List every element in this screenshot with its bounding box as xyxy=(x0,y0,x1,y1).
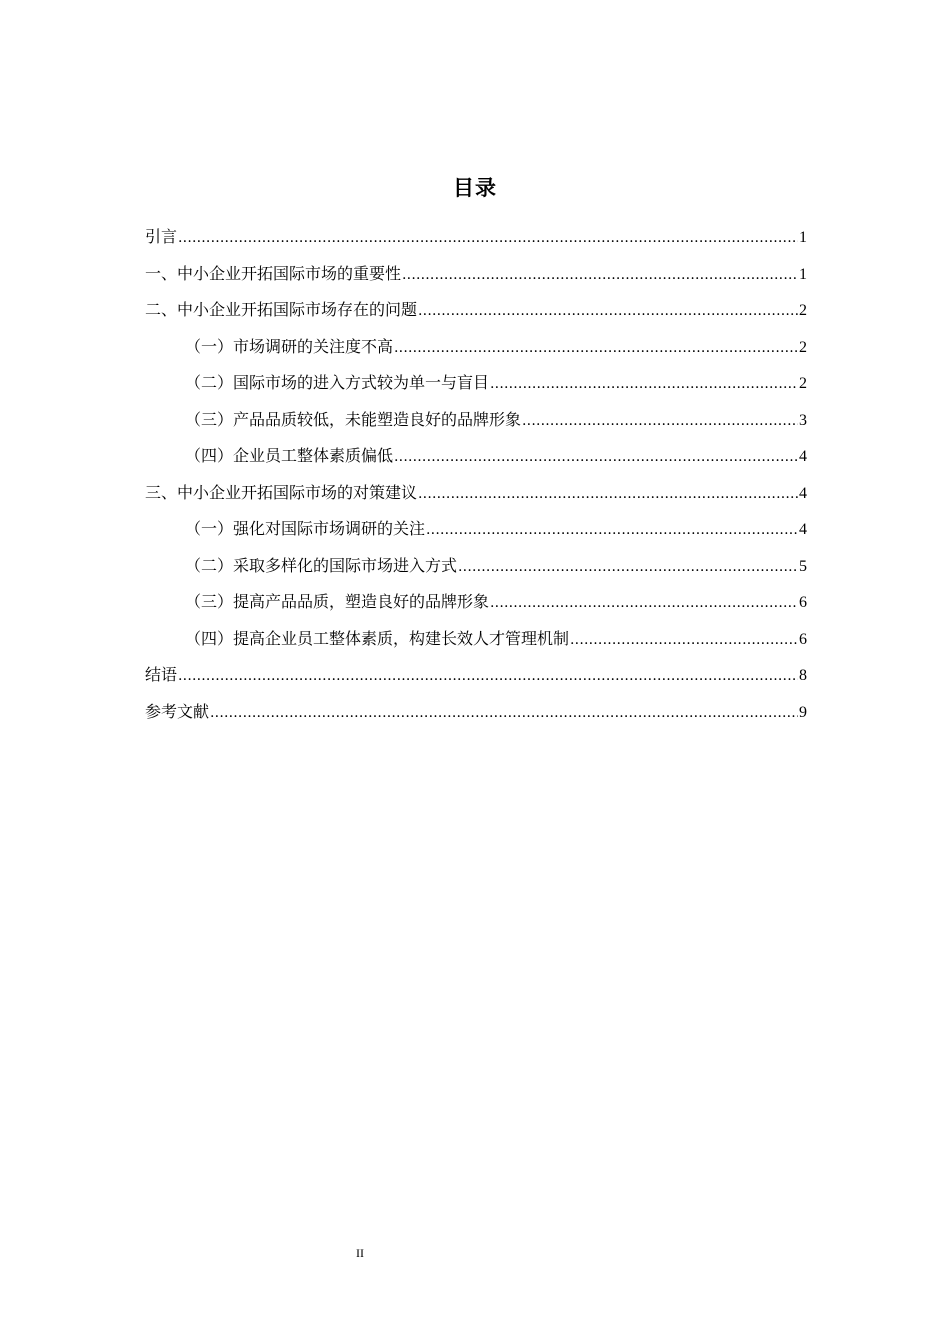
toc-leader-dots xyxy=(458,548,798,586)
toc-entry[interactable] xyxy=(145,219,807,256)
toc-leader-dots xyxy=(570,621,798,659)
toc-entry[interactable] xyxy=(145,621,807,658)
toc-leader-dots xyxy=(522,402,798,440)
toc-leader-dots xyxy=(394,438,798,476)
table-of-contents xyxy=(145,219,807,730)
toc-entry-label: 二、中小企业开拓国际市场存在的问题 xyxy=(145,300,418,319)
toc-leader-dots xyxy=(210,694,798,732)
toc-entry[interactable] xyxy=(145,584,807,621)
toc-leader-dots xyxy=(490,365,798,403)
toc-entry-label: （一）市场调研的关注度不高 xyxy=(185,336,394,356)
toc-title: 目录 xyxy=(453,176,497,200)
toc-leader-dots xyxy=(418,292,798,330)
toc-entry[interactable] xyxy=(145,694,807,731)
toc-leader-dots xyxy=(418,475,798,513)
toc-leader-dots xyxy=(178,219,798,257)
toc-leader-dots xyxy=(490,584,798,622)
toc-entry-page: 2 xyxy=(799,302,807,319)
toc-entry-label: 参考文献 xyxy=(145,701,210,721)
toc-leader-dots xyxy=(402,256,798,294)
toc-entry[interactable] xyxy=(145,365,807,402)
toc-entry[interactable] xyxy=(145,256,807,293)
toc-entry[interactable] xyxy=(145,511,807,548)
toc-entry[interactable] xyxy=(145,548,807,585)
toc-entry-label: 一、中小企业开拓国际市场的重要性 xyxy=(145,263,402,283)
toc-leader-dots xyxy=(394,329,798,367)
toc-entry-label: 三、中小企业开拓国际市场的对策建议 xyxy=(145,482,418,502)
toc-entry[interactable] xyxy=(145,657,807,694)
toc-entry-label: （三）产品品质较低，未能塑造良好的品牌形象 xyxy=(185,409,522,429)
toc-entry-label: （四）提高企业员工整体素质，构建长效人才管理机制 xyxy=(185,628,570,648)
toc-entry-label: （一）强化对国际市场调研的关注 xyxy=(185,519,426,538)
toc-entry-page: 4 xyxy=(799,484,807,502)
toc-entry-page: 9 xyxy=(799,703,807,721)
toc-entry-page: 2 xyxy=(799,375,807,392)
toc-entry-page: 3 xyxy=(799,411,807,429)
toc-entry-page: 1 xyxy=(799,265,807,283)
toc-entry-page: 4 xyxy=(799,521,807,538)
toc-entry-page: 5 xyxy=(799,557,807,575)
toc-entry-page: 8 xyxy=(799,667,807,684)
toc-entry[interactable] xyxy=(145,438,807,475)
toc-entry-label: （二）采取多样化的国际市场进入方式 xyxy=(185,555,458,575)
toc-leader-dots xyxy=(178,657,798,695)
toc-entry-page: 6 xyxy=(799,630,807,648)
footer-page-number: II xyxy=(356,1246,364,1260)
toc-entry[interactable] xyxy=(145,292,807,329)
toc-entry-label: （四）企业员工整体素质偏低 xyxy=(185,446,394,465)
toc-entry-page: 2 xyxy=(799,338,807,356)
toc-entry[interactable] xyxy=(145,475,807,512)
toc-entry[interactable] xyxy=(145,329,807,366)
toc-entry[interactable] xyxy=(145,402,807,439)
toc-entry-label: （二）国际市场的进入方式较为单一与盲目 xyxy=(185,373,490,392)
toc-entry-label: 结语 xyxy=(145,665,178,684)
toc-leader-dots xyxy=(426,511,798,549)
toc-entry-page: 6 xyxy=(799,594,807,611)
toc-entry-label: 引言 xyxy=(145,227,178,246)
toc-entry-page: 4 xyxy=(799,448,807,465)
toc-entry-label: （三）提高产品品质，塑造良好的品牌形象 xyxy=(185,592,490,611)
toc-entry-page: 1 xyxy=(799,229,807,246)
